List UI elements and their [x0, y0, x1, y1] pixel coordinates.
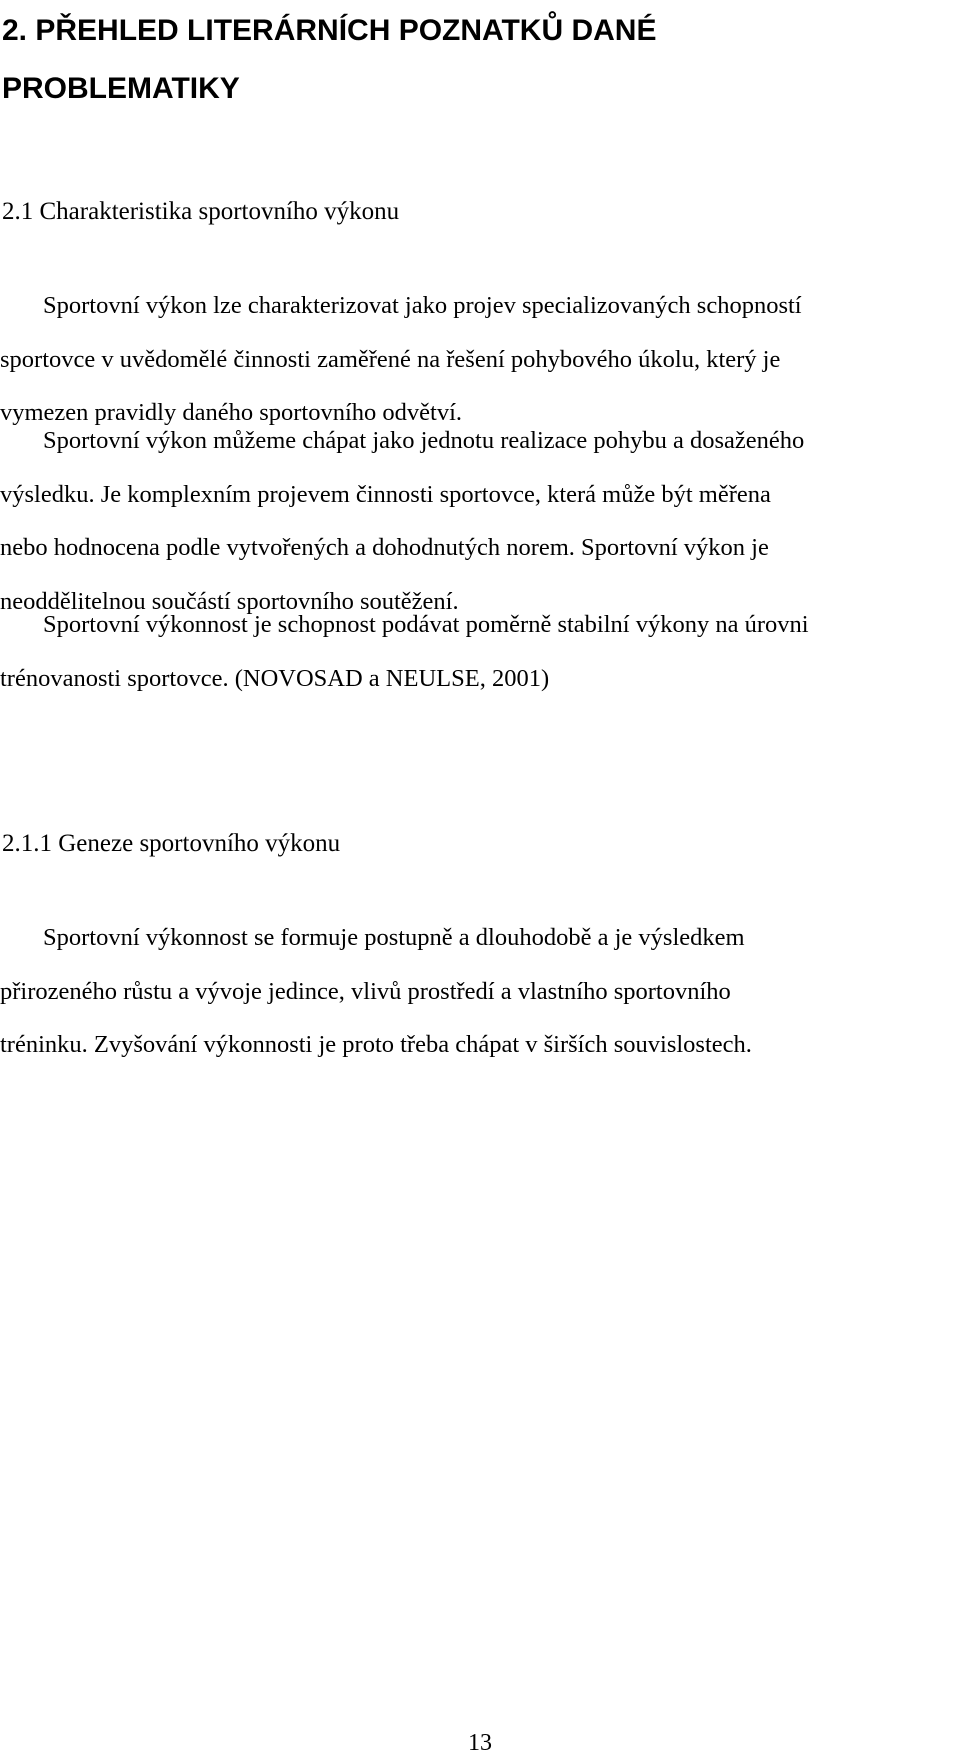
paragraph-sport-performance-unity	[0, 414, 958, 628]
paragraph-line: tréninku. Zvyšování výkonnosti je proto třeba chápat v širších souvislostech.	[0, 1031, 752, 1058]
page-number: 13	[468, 1730, 492, 1756]
paragraph-line: neoddělitelnou součástí sportovního soutěžení.	[0, 587, 459, 615]
paragraph-performance-genesis	[0, 911, 958, 1072]
paragraph-line: Sportovní výkonnost se formuje postupně a dlouhodobě a je výsledkem	[43, 924, 745, 951]
paragraph-line: přirozeného růstu a vývoje jedince, vlivů prostředí a vlastního sportovního	[0, 977, 731, 1005]
chapter-title	[2, 2, 932, 118]
paragraph-line: Sportovní výkonnost je schopnost podávat poměrně stabilní výkony na úrovni	[43, 611, 809, 638]
paragraph-line: vymezen pravidly daného sportovního odvětví.	[0, 399, 462, 426]
paragraph-line: výsledku. Je komplexním projevem činnosti sportovce, která může být měřena	[0, 480, 771, 508]
paragraph-sport-capacity	[0, 598, 958, 705]
paragraph-line: trénovanosti sportovce. (NOVOSAD a NEULSE, 2001)	[0, 664, 550, 692]
section-heading-2-1: 2.1 Charakteristika sportovního výkonu	[2, 198, 400, 225]
paragraph-line: Sportovní výkon lze charakterizovat jako projev specializovaných schopností	[43, 292, 802, 319]
chapter-title-line-1: 2. PŘEHLED LITERÁRNÍCH POZNATKŮ DANÉ	[2, 14, 657, 47]
section-heading-2-1-1: 2.1.1 Geneze sportovního výkonu	[2, 830, 341, 857]
chapter-title-line-2: PROBLEMATIKY	[2, 72, 240, 105]
paragraph-line: sportovce v uvědomělé činnosti zaměřené na řešení pohybového úkolu, který je	[0, 345, 781, 373]
paragraph-line: Sportovní výkon můžeme chápat jako jednotu realizace pohybu a dosaženého	[43, 427, 805, 454]
paragraph-line: nebo hodnocena podle vytvořených a dohodnutých norem. Sportovní výkon je	[0, 534, 769, 561]
